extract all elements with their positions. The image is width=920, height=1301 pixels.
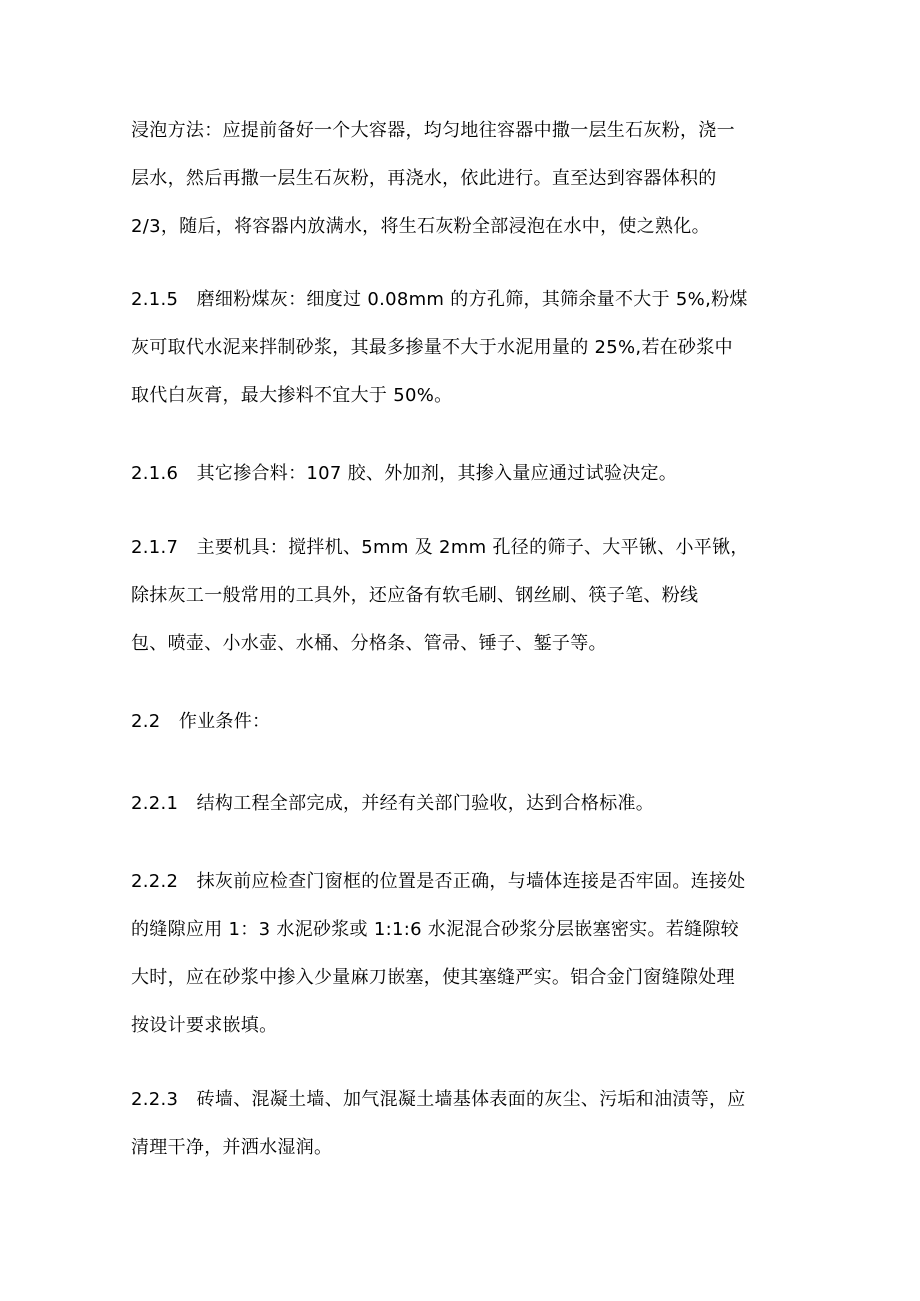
paragraph-2-2-3 [131,1076,801,1172]
paragraph-2-1-6 [131,450,801,498]
text-line: 2.2.3 砖墙、混凝土墙、加气混凝土墙基体表面的灰尘、污垢和油渍等，应 [131,1089,746,1110]
text-line: 2.2 作业条件： [131,711,271,732]
text-line: 取代白灰膏，最大掺料不宜大于 50%。 [131,385,453,406]
text-line: 浸泡方法：应提前备好一个大容器，均匀地往容器中撒一层生石灰粉，浇一 [131,120,735,141]
text-line: 2.1.7 主要机具：搅拌机、5mm 及 2mm 孔径的筛子、大平锹、小平锹， [131,537,749,558]
paragraph-2-2-2 [131,858,801,1050]
text-line: 按设计要求嵌填。 [131,1015,278,1036]
paragraph-2-1-7 [131,524,801,668]
text-line: 包、喷壶、小水壶、水桶、分格条、管帚、锤子、錾子等。 [131,633,607,654]
text-line: 2.2.2 抹灰前应检查门窗框的位置是否正确，与墙体连接是否牢固。连接处 [131,871,746,892]
text-line: 2.1.6 其它掺合料：107 胶、外加剂，其掺入量应通过试验决定。 [131,463,678,484]
text-line: 的缝隙应用 1：3 水泥砂浆或 1:1:6 水泥混合砂浆分层嵌塞密实。若缝隙较 [131,919,739,940]
text-line: 2.1.5 磨细粉煤灰：细度过 0.08mm 的方孔筛，其筛余量不大于 5%,粉煤 [131,289,748,310]
paragraph-2-1-5 [131,276,801,420]
text-line: 层水，然后再撒一层生石灰粉，再浇水，依此进行。直至达到容器体积的 [131,168,717,189]
text-line: 清理干净，并洒水湿润。 [131,1137,333,1158]
text-line: 灰可取代水泥来拌制砂浆，其最多掺量不大于水泥用量的 25%,若在砂浆中 [131,337,733,358]
text-line: 大时，应在砂浆中掺入少量麻刀嵌塞，使其塞缝严实。铝合金门窗缝隙处理 [131,967,735,988]
section-heading-2-2 [131,698,801,746]
text-line: 除抹灰工一般常用的工具外，还应备有软毛刷、钢丝刷、筷子笔、粉线 [131,585,699,606]
paragraph-2-2-1 [131,780,801,828]
text-line: 2/3，随后，将容器内放满水，将生石灰粉全部浸泡在水中，使之熟化。 [131,216,710,237]
paragraph-slaking-method [131,107,801,251]
text-line: 2.2.1 结构工程全部完成，并经有关部门验收，达到合格标准。 [131,793,655,814]
